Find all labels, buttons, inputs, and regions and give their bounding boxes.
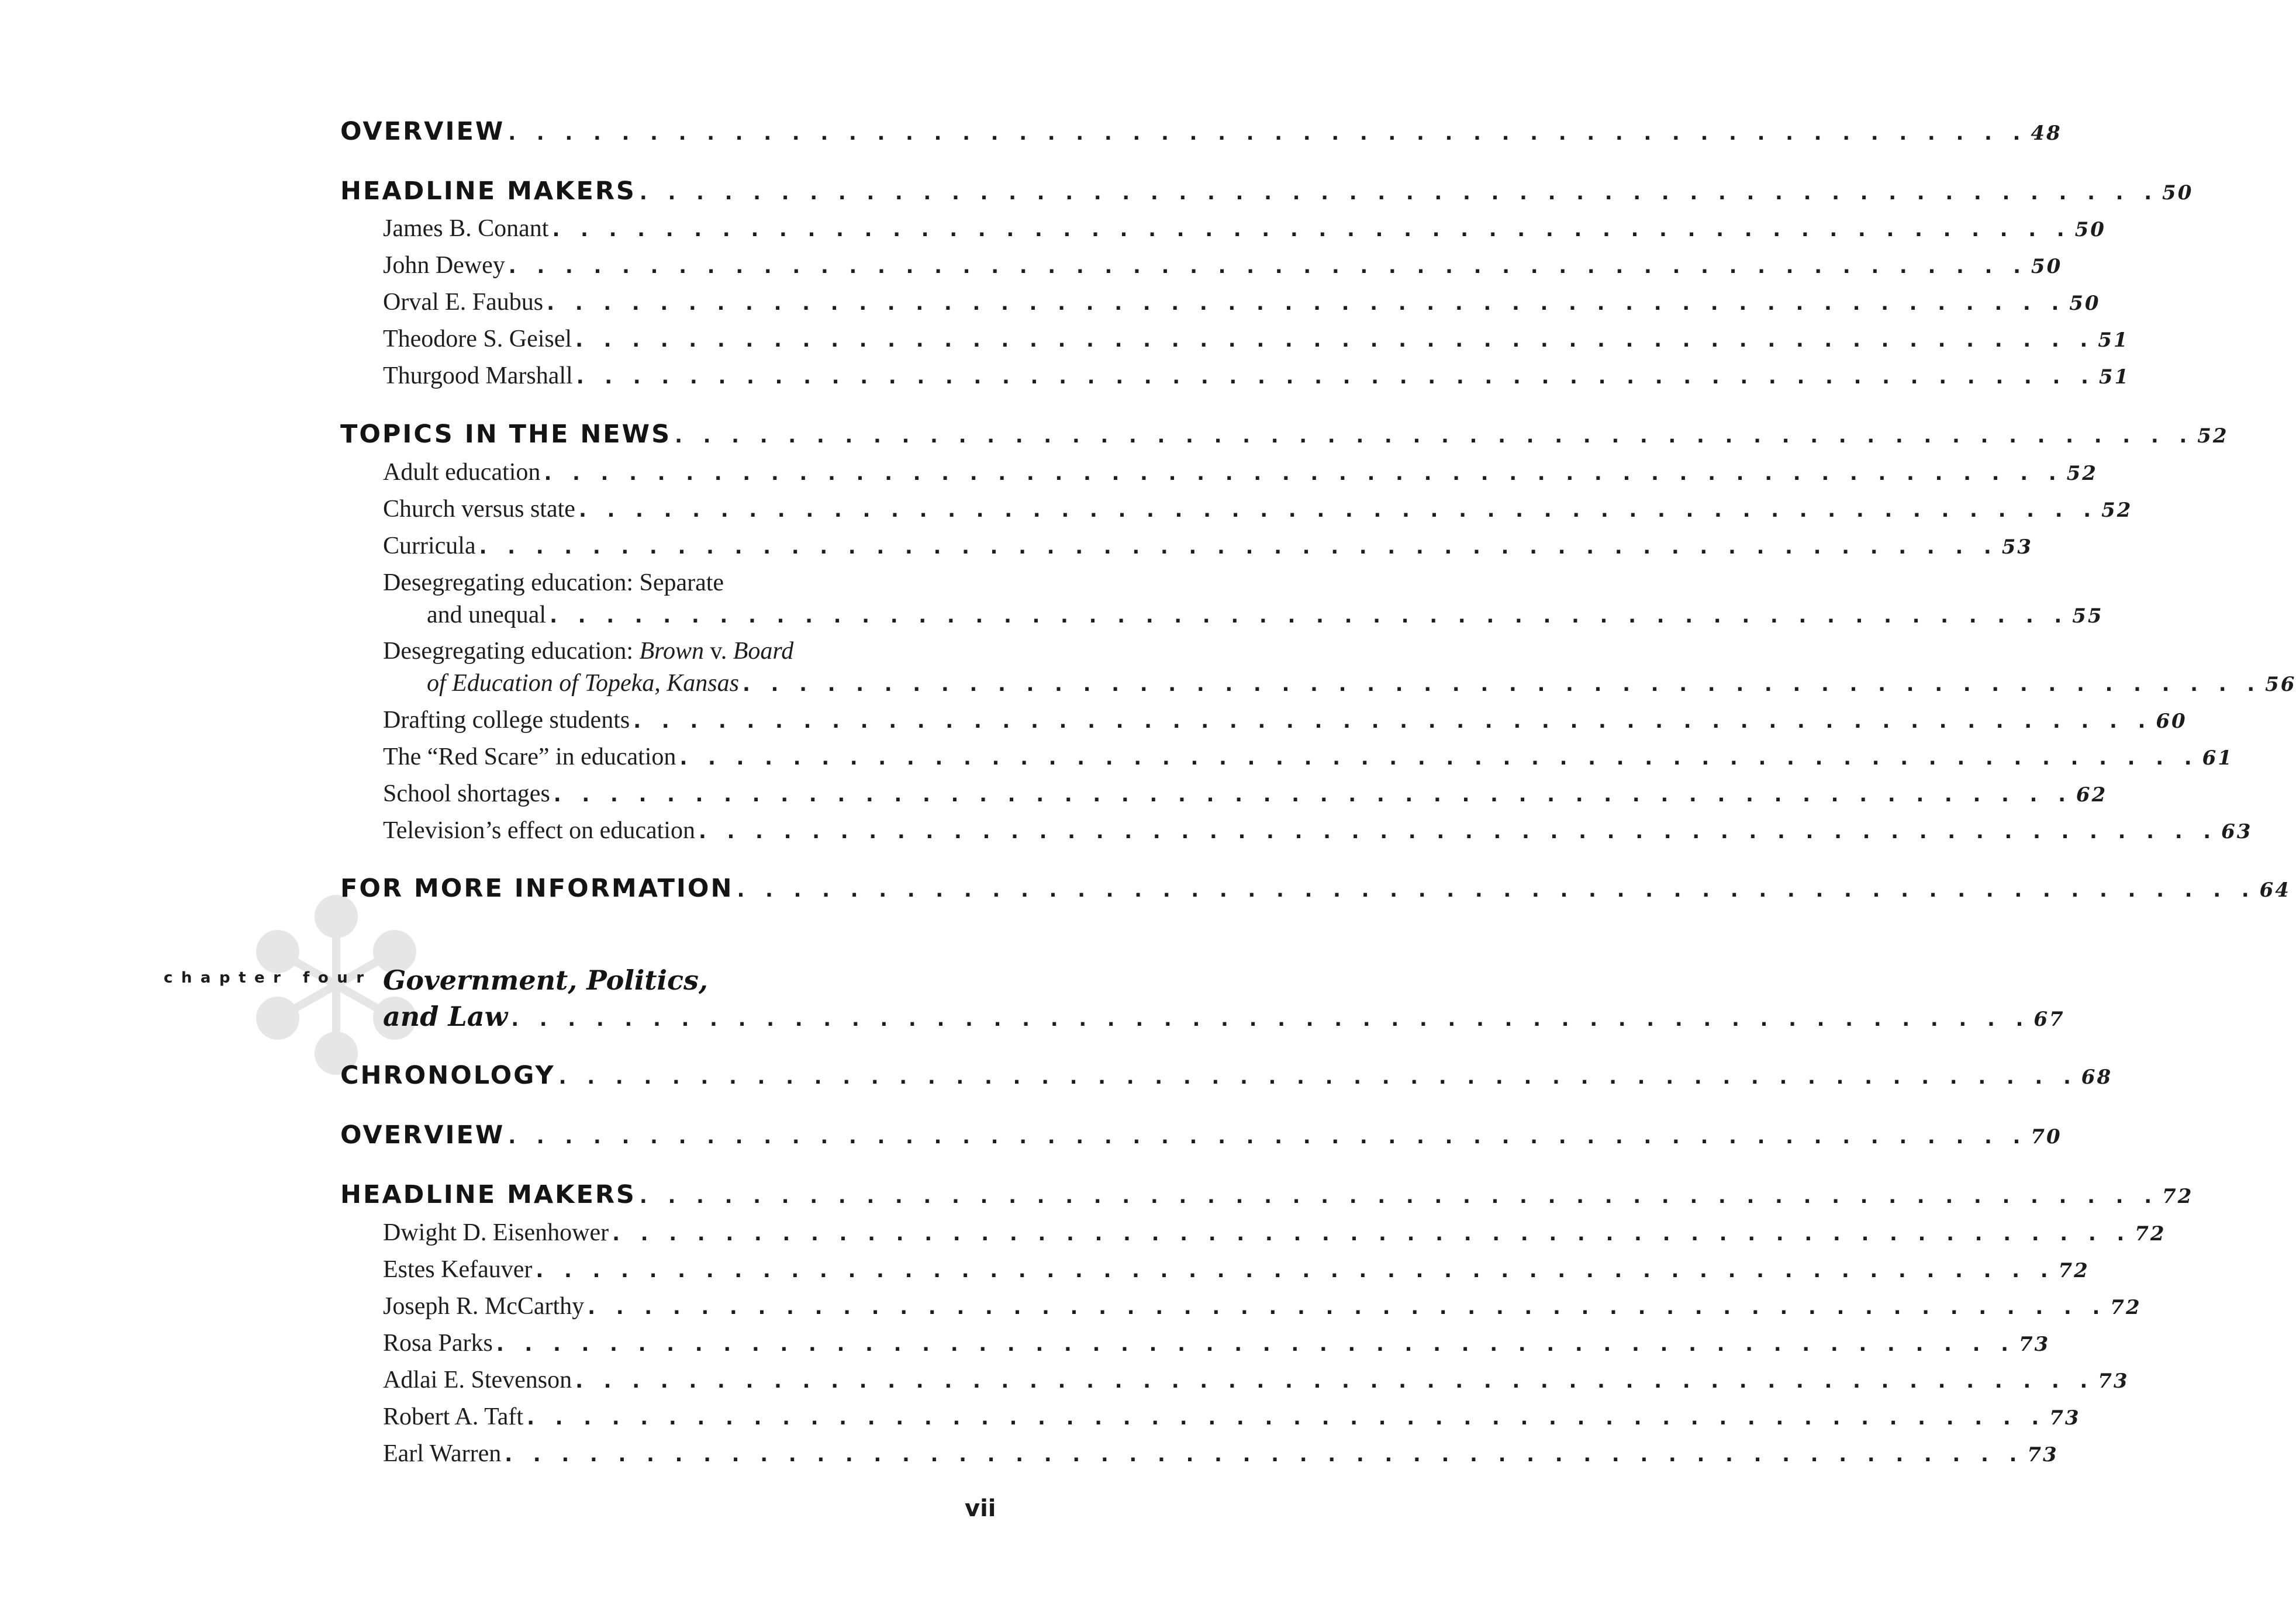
toc-entry-topic: [383, 817, 2253, 845]
entry-label: FOR MORE INFORMATION: [340, 874, 734, 903]
toc-entry-person: [383, 1440, 2059, 1468]
chapter-title-line2: and Law: [383, 1001, 508, 1032]
dot-leader: . . . . . . . . . . . . . . . . . . . . . . . . . . . . . . . . . . . . . . . . . . . . . . . . . . . . . .: [639, 1185, 2159, 1208]
toc-entry-person: [383, 325, 2129, 353]
entry-page: 67: [2033, 1008, 2065, 1031]
entry-page: 64: [2259, 879, 2291, 902]
toc-entry-overview: [340, 1120, 2062, 1150]
dot-leader: . . . . . . . . . . . . . . . . . . . . . . . . . . . . . . . . . . . . . . . . . . . . . . . . . . . . . .: [544, 462, 2063, 485]
dot-leader: . . . . . . . . . . . . . . . . . . . . . . . . . . . . . . . . . . . . . . . . . . . . . . . . . . . . . .: [508, 122, 2028, 145]
toc-entry-chapter-title: [383, 1001, 2065, 1032]
toc-entry-person: [383, 1403, 2081, 1431]
entry-label: OVERVIEW: [340, 117, 505, 146]
entry-label: Drafting college students: [383, 707, 630, 734]
entry-label: Dwight D. Eisenhower: [383, 1219, 609, 1246]
entry-page: 72: [2162, 1185, 2194, 1208]
entry-page: 50: [2031, 255, 2063, 278]
entry-label: Orval E. Faubus: [383, 289, 544, 316]
entry-label: of Education of Topeka, Kansas: [427, 670, 739, 697]
entry-label: John Dewey: [383, 252, 505, 279]
entry-label: HEADLINE MAKERS: [340, 1180, 636, 1209]
dot-leader: . . . . . . . . . . . . . . . . . . . . . . . . . . . . . . . . . . . . . . . . . . . . . . . . . . . . . .: [575, 328, 2095, 352]
toc-entry-topics-in-the-news: [340, 420, 2229, 449]
entry-label: Church versus state: [383, 496, 575, 523]
entry-label: Robert A. Taft: [383, 1403, 524, 1430]
entry-page: 52: [2066, 462, 2098, 485]
toc-entry-headline-makers: [340, 177, 2194, 206]
entry-page: 50: [2069, 292, 2101, 315]
dot-leader: . . . . . . . . . . . . . . . . . . . . . . . . . . . . . . . . . . . . . . . . . . . . . . . . . . . . . .: [527, 1406, 2046, 1430]
toc-entry-person: [383, 362, 2131, 390]
dot-leader: . . . . . . . . . . . . . . . . . . . . . . . . . . . . . . . . . . . . . . . . . . . . . . . . . . . . . .: [508, 255, 2028, 278]
toc-entry-topic: [383, 743, 2233, 771]
text-segment: Desegregating education:: [383, 638, 640, 665]
entry-page: 51: [2098, 365, 2131, 389]
toc-entry-headline-makers: [340, 1180, 2194, 1209]
toc-entry-topic-line1: [383, 637, 918, 665]
dot-leader: . . . . . . . . . . . . . . . . . . . . . . . . . . . . . . . . . . . . . . . . . . . . . . . . . . . . . .: [612, 1222, 2132, 1246]
dot-leader: . . . . . . . . . . . . . . . . . . . . . . . . . . . . . . . . . . . . . . . . . . . . . . . . . . . . . .: [578, 499, 2098, 522]
dot-leader: . . . . . . . . . . . . . . . . . . . . . . . . . . . . . . . . . . . . . . . . . . . . . . . . . . . . . .: [505, 1443, 2024, 1467]
dot-leader: . . . . . . . . . . . . . . . . . . . . . . . . . . . . . . . . . . . . . . . . . . . . . . . . . . . . . .: [679, 746, 2199, 770]
toc-entry-person: [383, 1219, 2166, 1247]
toc-entry-person: [383, 1329, 2050, 1357]
entry-label: OVERVIEW: [340, 1120, 505, 1150]
entry-page: 70: [2031, 1125, 2062, 1149]
entry-page: 50: [2074, 218, 2106, 241]
entry-label: Theodore S. Geisel: [383, 326, 572, 352]
dot-leader: . . . . . . . . . . . . . . . . . . . . . . . . . . . . . . . . . . . . . . . . . . . . . . . . . . . . . .: [737, 879, 2256, 902]
entry-page: 72: [2058, 1259, 2090, 1282]
toc-entry-topic: [383, 532, 2033, 560]
toc-entry-topic-line1: Desegregating education: Separate: [383, 569, 724, 596]
entry-page: 68: [2081, 1066, 2113, 1089]
dot-leader: . . . . . . . . . . . . . . . . . . . . . . . . . . . . . . . . . . . . . . . . . . . . . . . . . . . . . .: [633, 710, 2153, 733]
dot-leader: . . . . . . . . . . . . . . . . . . . . . . . . . . . . . . . . . . . . . . . . . . . . . . . . . . . . . .: [575, 1369, 2095, 1393]
toc-entry-topic: [383, 780, 2108, 808]
case-name-italic: Brown: [639, 638, 704, 665]
entry-label: School shortages: [383, 780, 550, 807]
entry-label: Curricula: [383, 532, 476, 559]
dot-leader: . . . . . . . . . . . . . . . . . . . . . . . . . . . . . . . . . . . . . . . . . . . . . . . . . . . . . .: [588, 1296, 2107, 1319]
dot-leader: . . . . . . . . . . . . . . . . . . . . . . . . . . . . . . . . . . . . . . . . . . . . . . . . . . . . . .: [511, 1008, 2031, 1031]
entry-page: 73: [2027, 1443, 2059, 1467]
toc-entry-person: [383, 251, 2063, 279]
entry-page: 62: [2076, 783, 2108, 807]
entry-page: 73: [2018, 1333, 2050, 1356]
entry-page: 55: [2072, 604, 2104, 628]
entry-label: Earl Warren: [383, 1440, 502, 1467]
entry-page: 63: [2221, 820, 2253, 843]
entry-page: 48: [2031, 122, 2062, 145]
dot-leader: . . . . . . . . . . . . . . . . . . . . . . . . . . . . . . . . . . . . . . . . . . . . . . . . . . . . . .: [639, 181, 2159, 205]
entry-label: Estes Kefauver: [383, 1256, 533, 1283]
entry-label: Adlai E. Stevenson: [383, 1367, 572, 1393]
entry-page: 60: [2156, 710, 2187, 733]
entry-label: James B. Conant: [383, 215, 549, 242]
dot-leader: . . . . . . . . . . . . . . . . . . . . . . . . . . . . . . . . . . . . . . . . . . . . . . . . . . . . . .: [550, 604, 2069, 628]
dot-leader: . . . . . . . . . . . . . . . . . . . . . . . . . . . . . . . . . . . . . . . . . . . . . . . . . . . . . .: [496, 1333, 2015, 1356]
toc-entry-topic: [427, 669, 2296, 697]
toc-entry-chronology: [340, 1061, 2113, 1090]
toc-entry-overview: [340, 117, 2062, 146]
dot-leader: . . . . . . . . . . . . . . . . . . . . . . . . . . . . . . . . . . . . . . . . . . . . . . . . . . . . . .: [576, 365, 2095, 389]
entry-page: 51: [2098, 328, 2129, 352]
entry-label: TOPICS IN THE NEWS: [340, 420, 672, 449]
dot-leader: . . . . . . . . . . . . . . . . . . . . . . . . . . . . . . . . . . . . . . . . . . . . . . . . . . . . . .: [742, 673, 2262, 696]
dot-leader: . . . . . . . . . . . . . . . . . . . . . . . . . . . . . . . . . . . . . . . . . . . . . . . . . . . . . .: [536, 1259, 2055, 1282]
dot-leader: . . . . . . . . . . . . . . . . . . . . . . . . . . . . . . . . . . . . . . . . . . . . . . . . . . . . . .: [553, 783, 2073, 807]
toc-entry-topic: [383, 495, 2133, 523]
toc-entry-person: [383, 1256, 2090, 1284]
dot-leader: . . . . . . . . . . . . . . . . . . . . . . . . . . . . . . . . . . . . . . . . . . . . . . . . . . . . . .: [547, 292, 2066, 315]
entry-page: 61: [2202, 746, 2233, 770]
text-segment: v.: [703, 638, 733, 665]
entry-page: 50: [2162, 181, 2194, 205]
dot-leader: . . . . . . . . . . . . . . . . . . . . . . . . . . . . . . . . . . . . . . . . . . . . . . . . . . . . . .: [675, 424, 2194, 448]
toc-entry-person: [383, 1366, 2129, 1394]
entry-page: 72: [2135, 1222, 2166, 1246]
dot-leader: . . . . . . . . . . . . . . . . . . . . . . . . . . . . . . . . . . . . . . . . . . . . . . . . . . . . . .: [698, 820, 2218, 843]
entry-label: Television’s effect on education: [383, 817, 695, 844]
entry-page: 56: [2265, 673, 2296, 696]
chapter-title-line1: Government, Politics,: [383, 964, 708, 996]
dot-leader: . . . . . . . . . . . . . . . . . . . . . . . . . . . . . . . . . . . . . . . . . . . . . . . . . . . . . .: [508, 1125, 2028, 1149]
case-name-italic: Board: [733, 638, 794, 665]
toc-entry-topic: [427, 601, 2104, 629]
entry-label: HEADLINE MAKERS: [340, 177, 636, 206]
entry-label: The “Red Scare” in education: [383, 743, 676, 770]
toc-entry-for-more-information: [340, 874, 2291, 903]
page-number: vii: [965, 1495, 996, 1522]
toc-entry-person: [383, 1292, 2142, 1320]
entry-page: 53: [2001, 535, 2033, 559]
dot-leader: . . . . . . . . . . . . . . . . . . . . . . . . . . . . . . . . . . . . . . . . . . . . . . . . . . . . . .: [552, 218, 2071, 241]
entry-label: Rosa Parks: [383, 1330, 493, 1357]
toc-entry-person: [383, 288, 2101, 316]
entry-label: and unequal: [427, 601, 547, 628]
entry-page: 72: [2110, 1296, 2142, 1319]
entry-label: CHRONOLOGY: [340, 1061, 555, 1090]
toc-entry-topic: [383, 458, 2098, 486]
entry-label: Joseph R. McCarthy: [383, 1293, 585, 1320]
entry-page: 73: [2098, 1369, 2129, 1393]
entry-page: 73: [2049, 1406, 2081, 1430]
entry-page: 52: [2101, 499, 2133, 522]
entry-label: Thurgood Marshall: [383, 362, 573, 389]
toc-entry-person: [383, 215, 2106, 243]
dot-leader: . . . . . . . . . . . . . . . . . . . . . . . . . . . . . . . . . . . . . . . . . . . . . . . . . . . . . .: [479, 535, 1998, 559]
dot-leader: . . . . . . . . . . . . . . . . . . . . . . . . . . . . . . . . . . . . . . . . . . . . . . . . . . . . . .: [558, 1066, 2078, 1089]
entry-page: 52: [2197, 424, 2229, 448]
entry-label: Adult education: [383, 459, 541, 486]
toc-entry-topic: [383, 706, 2187, 734]
chapter-kicker: chapter four: [164, 969, 372, 987]
